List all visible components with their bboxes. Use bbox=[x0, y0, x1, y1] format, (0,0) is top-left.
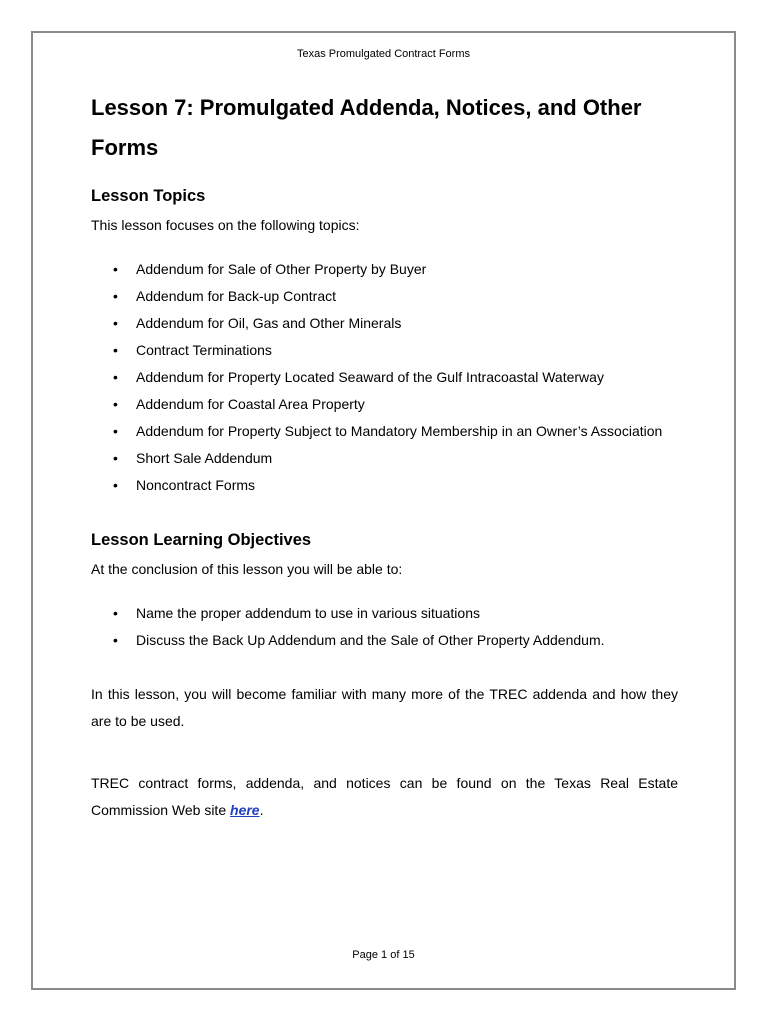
familiar-paragraph: In this lesson, you will become familiar with many more of the TREC addenda and how they are to be used. bbox=[91, 686, 678, 729]
lesson-title: Lesson 7: Promulgated Addenda, Notices, and Other Forms bbox=[91, 95, 642, 160]
bullet-icon: • bbox=[113, 477, 118, 493]
list-item: • Addendum for Oil, Gas and Other Minerals bbox=[91, 310, 678, 337]
objectives-intro: At the conclusion of this lesson you will be able to: bbox=[91, 561, 403, 577]
page-number: Page 1 of 15 bbox=[352, 949, 415, 961]
bullet-icon: • bbox=[113, 423, 118, 439]
bullet-icon: • bbox=[113, 342, 118, 358]
here-link[interactable]: here bbox=[230, 802, 260, 818]
running-header: Texas Promulgated Contract Forms bbox=[296, 48, 470, 60]
list-item: • Discuss the Back Up Addendum and the Sale of Other Property Addendum. bbox=[91, 627, 678, 654]
list-item: • Addendum for Property Located Seaward of the Gulf Intracoastal Waterway bbox=[91, 364, 678, 391]
bullet-icon: • bbox=[113, 396, 118, 412]
list-item: • Addendum for Coastal Area Property bbox=[91, 391, 678, 418]
list-item: • Short Sale Addendum bbox=[91, 445, 678, 472]
objectives-heading: Lesson Learning Objectives bbox=[91, 531, 312, 549]
document-page bbox=[31, 31, 736, 990]
topics-intro: This lesson focuses on the following topics: bbox=[91, 217, 360, 233]
list-item: • Contract Terminations bbox=[91, 337, 678, 364]
bullet-icon: • bbox=[113, 450, 118, 466]
list-item: • Name the proper addendum to use in various situations bbox=[91, 600, 678, 627]
bullet-icon: • bbox=[113, 369, 118, 385]
list-item: • Addendum for Property Subject to Mandatory Membership in an Owner’s Association bbox=[91, 418, 678, 445]
bullet-icon: • bbox=[113, 261, 118, 277]
topics-list bbox=[91, 256, 678, 499]
trec-paragraph: TREC contract forms, addenda, and notices can be found on the Texas Real Estate Commission Web site here. bbox=[91, 775, 678, 818]
list-item: • Noncontract Forms bbox=[91, 472, 678, 499]
objectives-list bbox=[91, 600, 678, 654]
list-item: • Addendum for Back-up Contract bbox=[91, 283, 678, 310]
page-content bbox=[91, 88, 678, 824]
bullet-icon: • bbox=[113, 605, 118, 621]
bullet-icon: • bbox=[113, 288, 118, 304]
bullet-icon: • bbox=[113, 632, 118, 648]
topics-heading: Lesson Topics bbox=[91, 187, 206, 205]
bullet-icon: • bbox=[113, 315, 118, 331]
list-item: • Addendum for Sale of Other Property by Buyer bbox=[91, 256, 678, 283]
